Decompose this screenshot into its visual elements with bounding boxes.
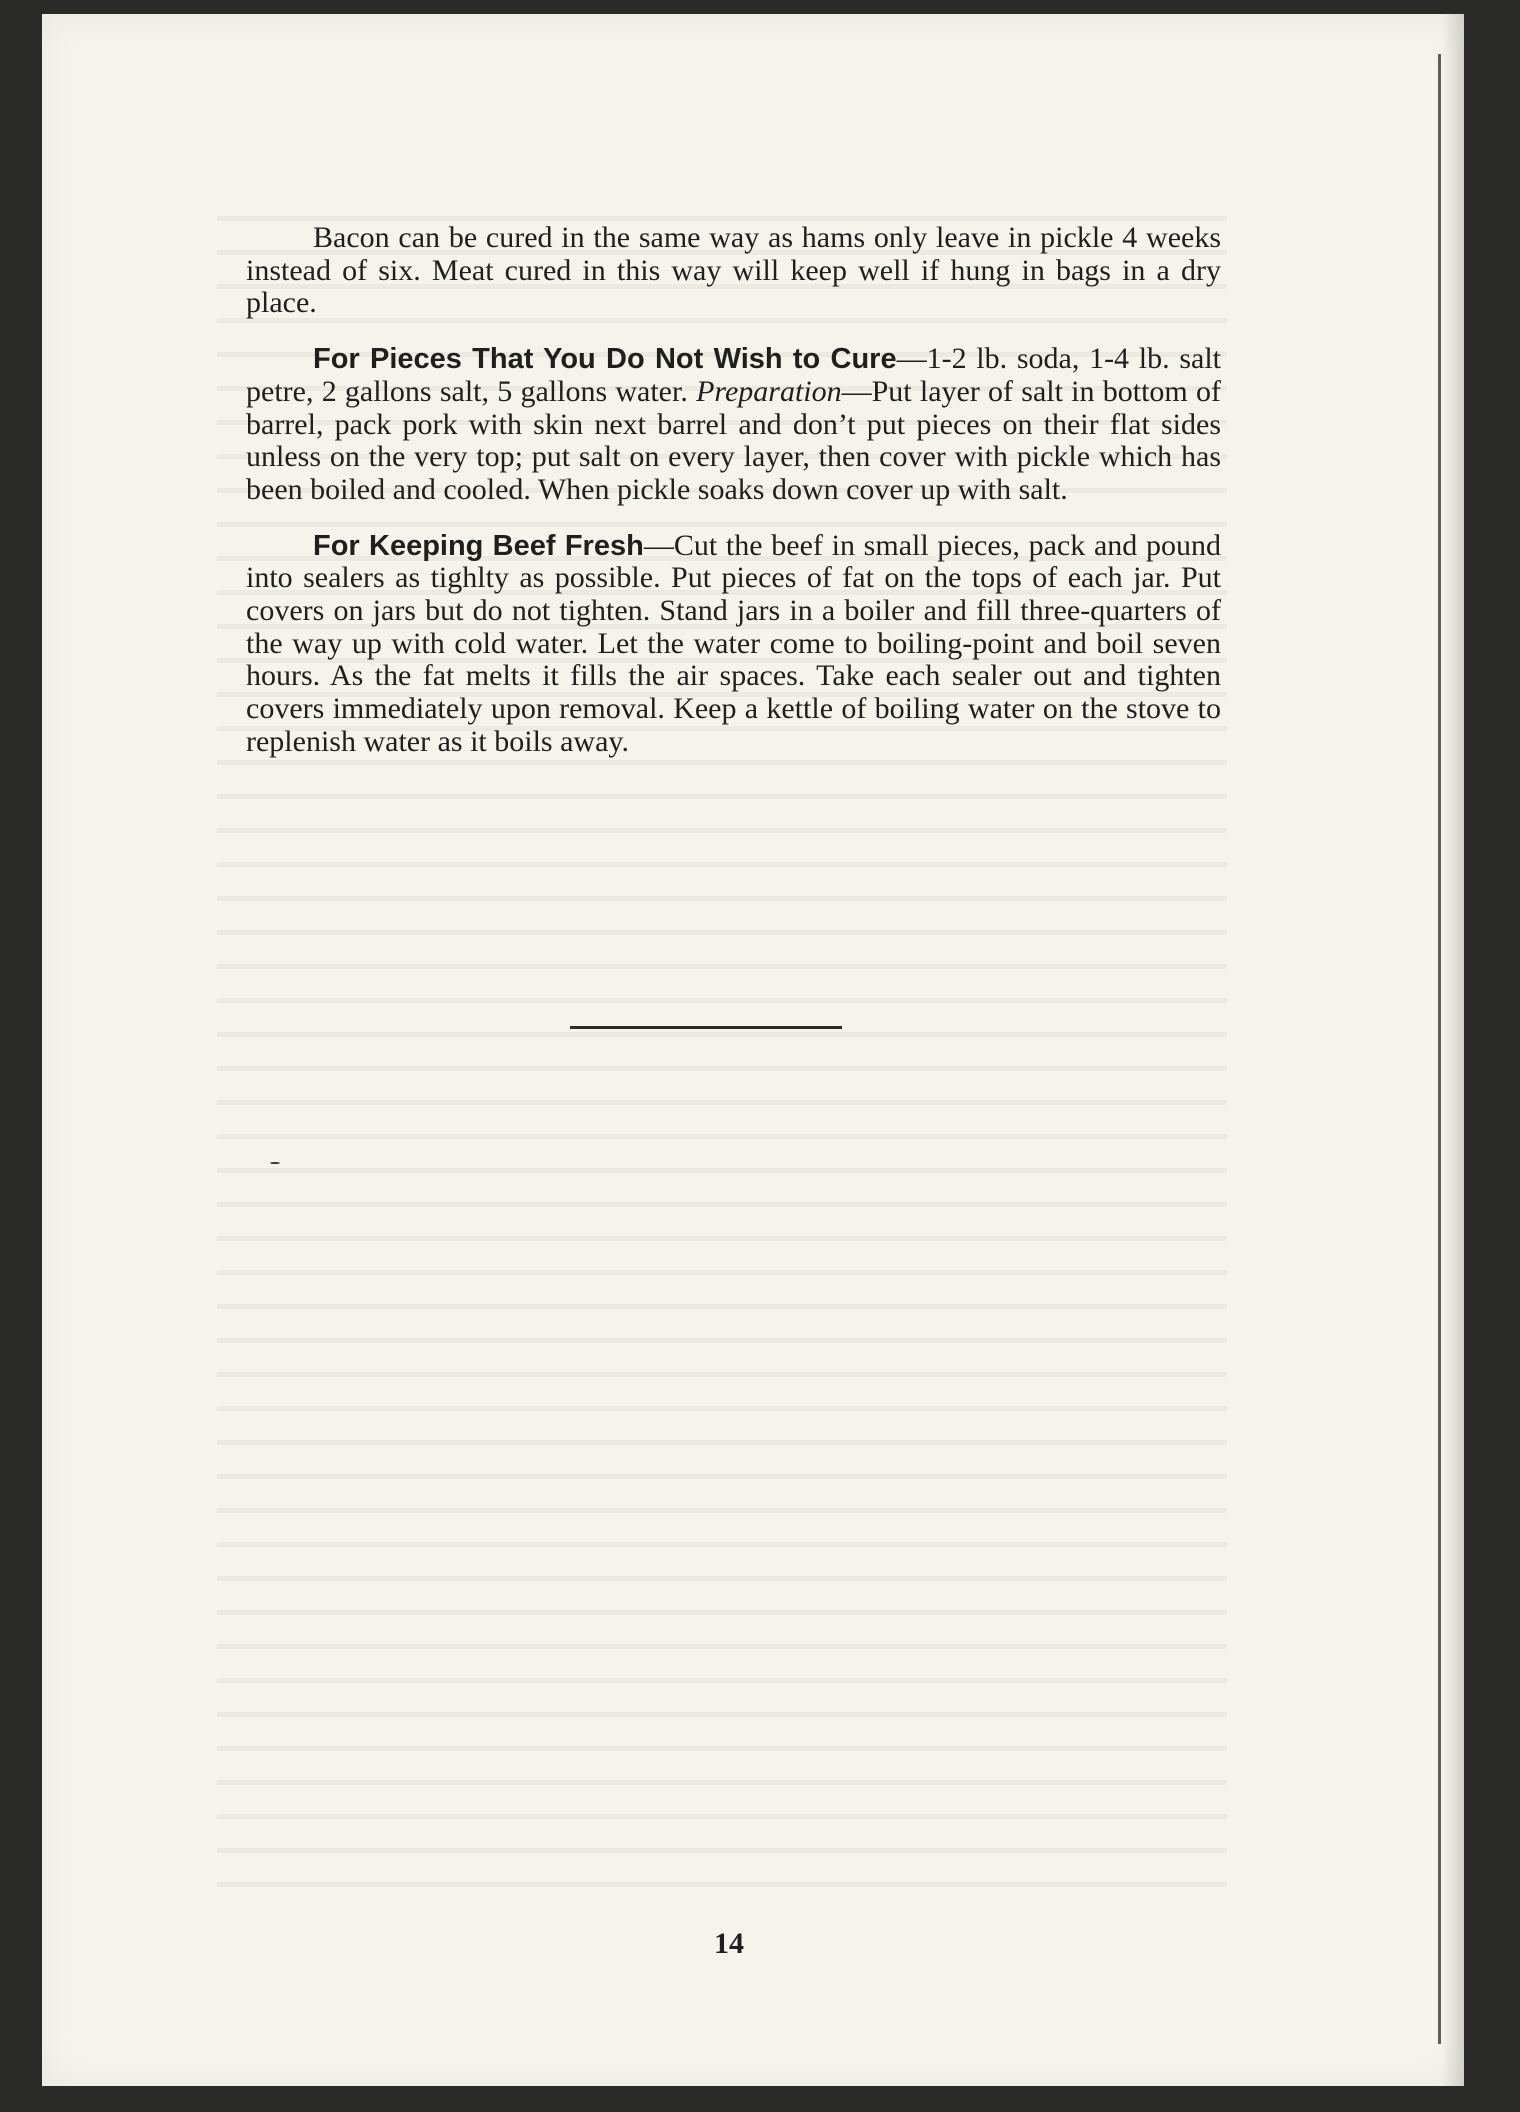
paragraph-beef-text: —Cut the beef in small pieces, pack and pound into sealers as tighlty as possible. Put pieces of fat on the tops of each jar. Put covers on jars but do not tighten. Stand jars in a boiler and fill three-quarters of the way up with cold water. Let the water come to boiling-point and boil seven hours. As the fat melts it fills the air spaces. Take each sealer out and tighten covers immediately upon removal. Keep a kettle of boiling water on the stove to replenish water as it boils away. [246, 528, 1221, 758]
paragraph-bacon [246, 222, 1221, 320]
paragraph-pieces-text-2: —Put layer of salt in bottom of barrel, pack pork with skin next barrel and don’t put pieces on their flat sides unless on the very top; put salt on every layer, then cover with pickle which has been boiled and cooled. When pickle soaks down cover up with salt. [246, 374, 1221, 506]
paragraph-bacon-text: Bacon can be cured in the same way as hams only leave in pickle 4 weeks instead of six. Meat cured in this way will keep well if hung in bags in a dry place. [246, 221, 1221, 320]
page-number: 14 [714, 1927, 744, 1960]
paragraph-pieces-text-1: —1-2 lb. soda, 1-4 lb. salt petre, 2 gallons salt, 5 gallons water. [246, 342, 1221, 408]
section-divider [570, 1026, 842, 1029]
preparation-label: Preparation [696, 374, 842, 408]
book-page [42, 14, 1464, 2086]
body-text [246, 222, 1221, 782]
ink-speck [270, 1162, 280, 1164]
paragraph-pieces [246, 343, 1221, 507]
page-edge-line [1438, 54, 1441, 2044]
heading-pieces: For Pieces That You Do Not Wish to Cure [313, 343, 897, 376]
heading-beef: For Keeping Beef Fresh [313, 529, 644, 562]
page-edge-shadow [1442, 14, 1464, 2086]
paragraph-beef [246, 530, 1221, 759]
